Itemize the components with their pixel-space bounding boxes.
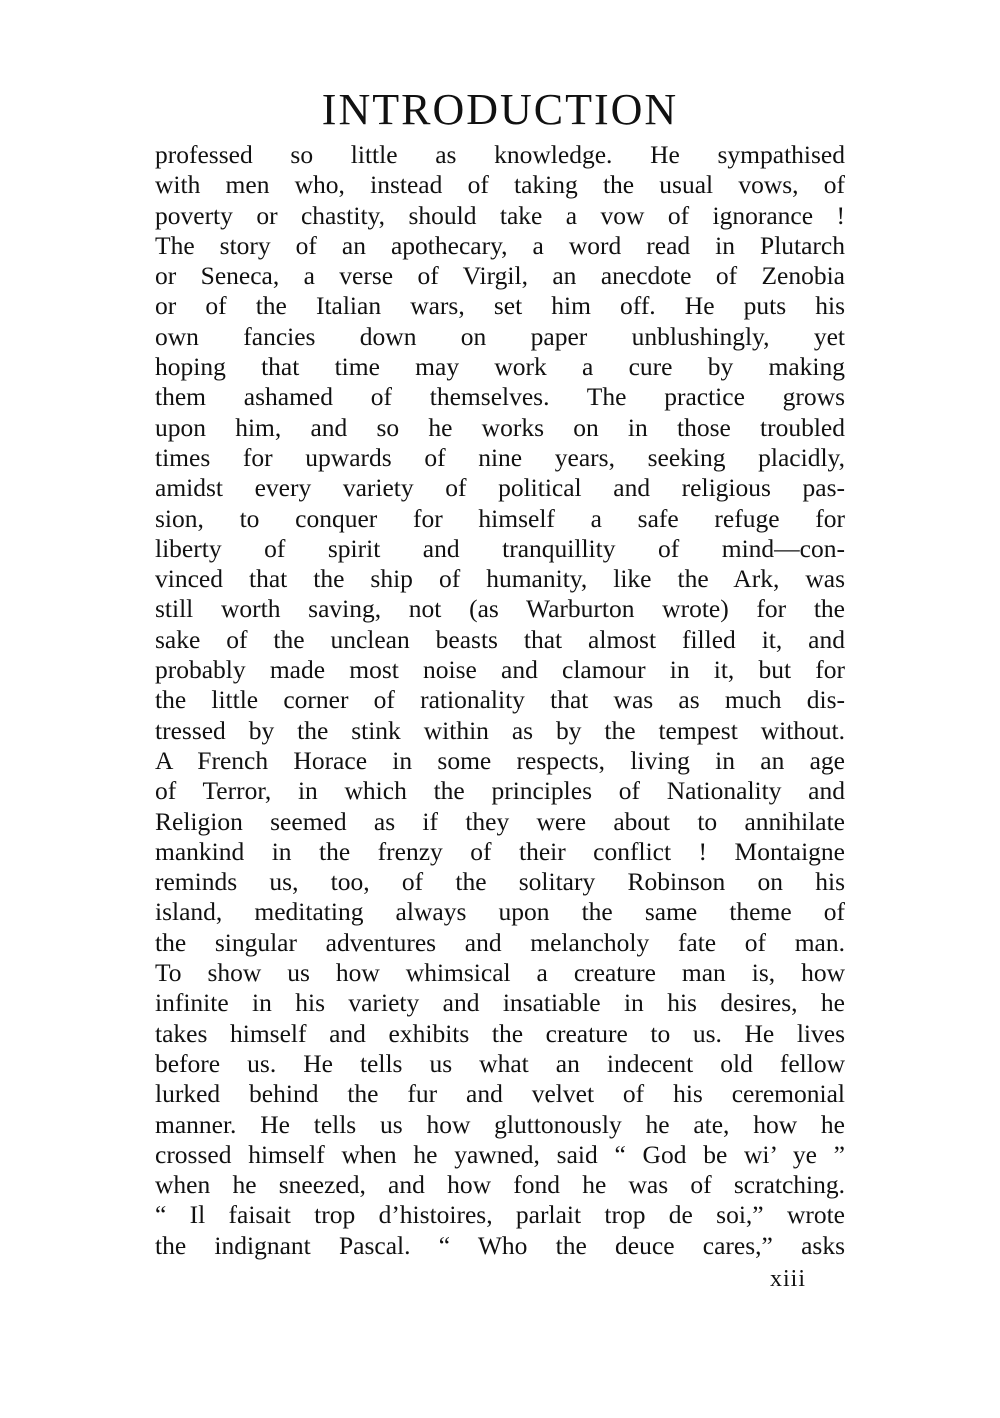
text-line: liberty of spirit and tranquillity of mind—con-: [155, 533, 845, 563]
text-line: when he sneezed, and how fond he was of scratching.: [155, 1170, 845, 1200]
text-line: infinite in his variety and insatiable in his desires, he: [155, 988, 845, 1018]
text-line: crossed himself when he yawned, said “ God be wi’ ye ”: [155, 1139, 845, 1169]
body-text: [155, 140, 845, 1261]
text-line: sake of the unclean beasts that almost filled it, and: [155, 624, 845, 654]
text-line: of Terror, in which the principles of Nationality and: [155, 776, 845, 806]
text-line: poverty or chastity, should take a vow of ignorance !: [155, 200, 845, 230]
text-line: A French Horace in some respects, living in an age: [155, 745, 845, 775]
text-line: mankind in the frenzy of their conflict ! Montaigne: [155, 836, 845, 866]
text-line: or Seneca, a verse of Virgil, an anecdote of Zenobia: [155, 261, 845, 291]
text-line: before us. He tells us what an indecent old fellow: [155, 1048, 845, 1078]
text-line: tressed by the stink within as by the tempest without.: [155, 715, 845, 745]
text-line: vinced that the ship of humanity, like the Ark, was: [155, 564, 845, 594]
text-line: takes himself and exhibits the creature to us. He lives: [155, 1018, 845, 1048]
text-line: manner. He tells us how gluttonously he ate, how he: [155, 1109, 845, 1139]
text-line: them ashamed of themselves. The practice grows: [155, 382, 845, 412]
text-line: with men who, instead of taking the usual vows, of: [155, 170, 845, 200]
text-line: or of the Italian wars, set him off. He puts his: [155, 291, 845, 321]
text-line: the indignant Pascal. “ Who the deuce cares,” asks: [155, 1230, 845, 1260]
page-number: xiii: [770, 1266, 807, 1292]
text-line: own fancies down on paper unblushingly, yet: [155, 321, 845, 351]
text-line: “ Il faisait trop d’histoires, parlait trop de soi,” wrote: [155, 1200, 845, 1230]
running-title: INTRODUCTION: [321, 85, 679, 134]
text-line: sion, to conquer for himself a safe refuge for: [155, 503, 845, 533]
text-line: times for upwards of nine years, seeking placidly,: [155, 442, 845, 472]
text-line: probably made most noise and clamour in it, but for: [155, 655, 845, 685]
text-line: professed so little as knowledge. He sympathised: [155, 140, 845, 169]
text-line: upon him, and so he works on in those troubled: [155, 412, 845, 442]
text-line: island, meditating always upon the same theme of: [155, 897, 845, 927]
text-line: To show us how whimsical a creature man is, how: [155, 958, 845, 988]
text-line: amidst every variety of political and religious pas-: [155, 473, 845, 503]
text-line: still worth saving, not (as Warburton wrote) for the: [155, 594, 845, 624]
text-line: Religion seemed as if they were about to annihilate: [155, 806, 845, 836]
text-line: reminds us, too, of the solitary Robinson on his: [155, 867, 845, 897]
text-line: the little corner of rationality that was as much dis-: [155, 685, 845, 715]
text-line: the singular adventures and melancholy fate of man.: [155, 927, 845, 957]
text-line: lurked behind the fur and velvet of his ceremonial: [155, 1079, 845, 1109]
text-line: The story of an apothecary, a word read in Plutarch: [155, 230, 845, 260]
text-line: hoping that time may work a cure by making: [155, 352, 845, 382]
